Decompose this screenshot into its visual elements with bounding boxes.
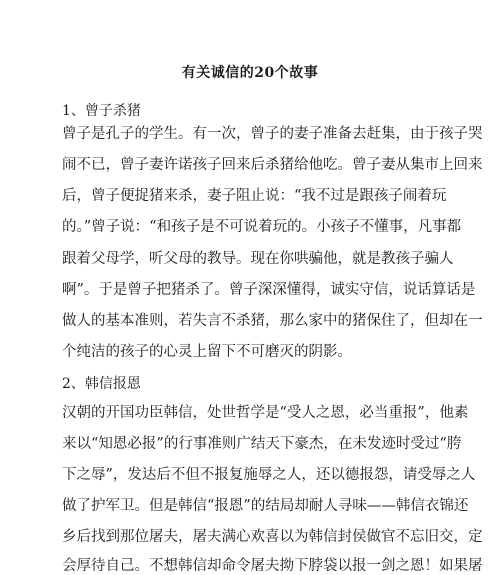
paragraph-line: 个纯洁的孩子的心灵上留下不可磨灭的阴影。 <box>62 344 352 360</box>
paragraph-line: 做人的基本准则，若失言不杀猪，那么家中的猪保住了，但却在一 <box>62 313 483 329</box>
paragraph-line: 啊”。于是曾子把猪杀了。曾子深深懂得，诚实守信，说话算话是 <box>62 282 476 298</box>
paragraph-line: 下之辱”，发达后不但不报复施辱之人，还以德报怨，请受辱之人 <box>62 467 476 483</box>
paragraph-line: 乡后找到那位屠夫，屠夫满心欢喜以为韩信封侯做官不忘旧交，定 <box>62 529 483 545</box>
paragraph-line: 会厚待自己。不想韩信却命令屠夫拗下脖袋以报一剑之恩！如果屠 <box>62 558 483 574</box>
section-heading-hanxin: 2、韩信报恩 <box>62 376 141 392</box>
document-title: 有关诚信的20个故事 <box>181 65 319 81</box>
section-heading-zengzi: 1、曾子杀猪 <box>62 103 141 119</box>
paragraph-line: 汉朝的开国功臣韩信，处世哲学是“受人之恩，必当重报”，他素 <box>62 405 469 421</box>
paragraph-line: 后，曾子便捉猪来杀，妻子阻止说：“我不过是跟孩子闹着玩 <box>62 188 447 204</box>
paragraph-line: 的。”曾子说：“和孩子是不可说着玩的。小孩子不懂事，凡事都 <box>62 219 462 235</box>
paragraph-line: 闹不已，曾子妻许诺孩子回来后杀猪给他吃。曾子妻从集市上回来 <box>62 157 483 173</box>
paragraph-line: 跟着父母学，听父母的教导。现在你哄骗他，就是教孩子骗人 <box>62 251 454 267</box>
paragraph-line: 曾子是孔子的学生。有一次，曾子的妻子准备去赶集，由于孩子哭 <box>62 126 483 142</box>
paragraph-line: 做了护军卫。但是韩信“报恩”的结局却耐人寻味——韩信衣锦还 <box>62 498 469 514</box>
paragraph-line: 来以“知恩必报”的行事准则广结天下豪杰，在未发迹时受过“胯 <box>62 436 462 452</box>
